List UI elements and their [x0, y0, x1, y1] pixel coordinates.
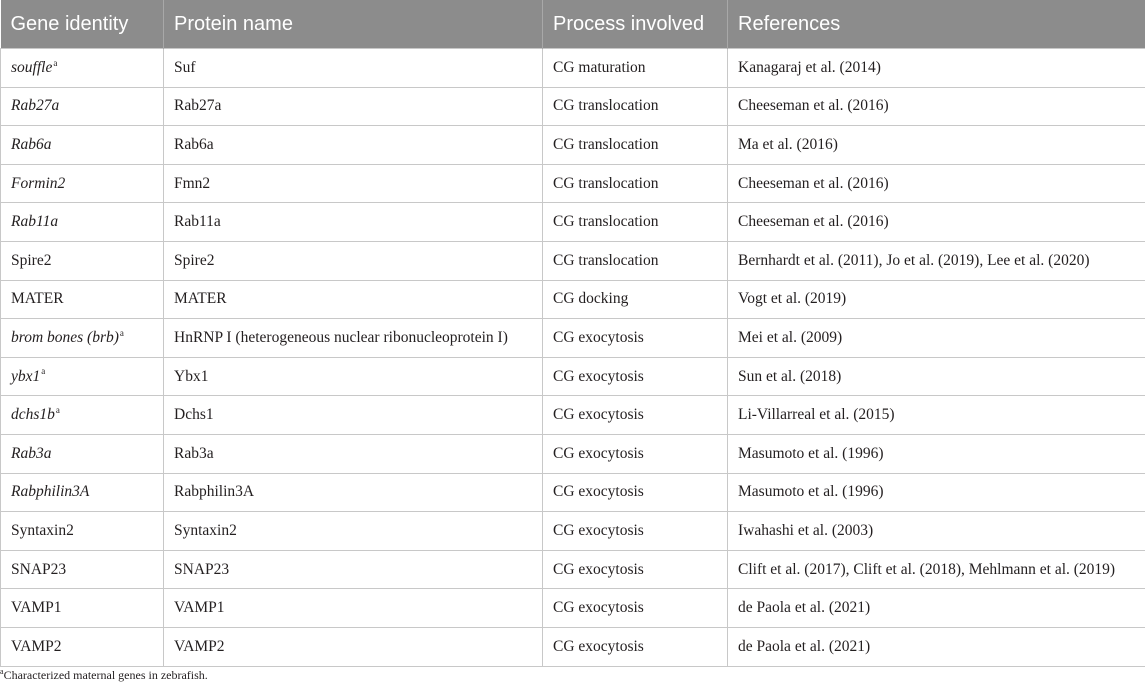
cell-references: Kanagaraj et al. (2014) — [728, 49, 1145, 88]
gene-name: SNAP23 — [11, 560, 67, 578]
cell-gene-identity — [1, 357, 164, 396]
cell-gene-identity — [1, 126, 164, 165]
cell-gene-identity — [1, 280, 164, 319]
footnote-mark: a — [53, 57, 58, 68]
table-row — [1, 589, 1145, 628]
cell-process-involved: CG exocytosis — [543, 473, 728, 512]
cell-process-involved: CG exocytosis — [543, 627, 728, 666]
cell-process-involved: CG translocation — [543, 87, 728, 126]
table-row — [1, 164, 1145, 203]
table-row — [1, 126, 1145, 165]
cell-gene-identity — [1, 49, 164, 88]
table-row — [1, 627, 1145, 666]
header-gene-identity: Gene identity — [1, 0, 164, 49]
cell-references: Cheeseman et al. (2016) — [728, 164, 1145, 203]
gene-name: Rabphilin3A — [11, 483, 90, 501]
cell-protein-name: Dchs1 — [164, 396, 543, 435]
cell-gene-identity — [1, 241, 164, 280]
cell-protein-name: Rab27a — [164, 87, 543, 126]
gene-name: Syntaxin2 — [11, 521, 74, 539]
cell-process-involved: CG exocytosis — [543, 396, 728, 435]
table-row — [1, 357, 1145, 396]
table-row — [1, 434, 1145, 473]
header-process-involved: Process involved — [543, 0, 728, 49]
cell-references: Sun et al. (2018) — [728, 357, 1145, 396]
cell-references: de Paola et al. (2021) — [728, 627, 1145, 666]
cell-references: Iwahashi et al. (2003) — [728, 512, 1145, 551]
cell-gene-identity — [1, 164, 164, 203]
table-body — [1, 49, 1145, 667]
table-row — [1, 203, 1145, 242]
cell-protein-name: VAMP2 — [164, 627, 543, 666]
cell-protein-name: Spire2 — [164, 241, 543, 280]
table-row — [1, 280, 1145, 319]
table-row — [1, 512, 1145, 551]
cell-protein-name: HnRNP I (heterogeneous nuclear ribonucleoprotein I) — [164, 319, 543, 358]
cell-references: de Paola et al. (2021) — [728, 589, 1145, 628]
cell-references: Li-Villarreal et al. (2015) — [728, 396, 1145, 435]
cell-gene-identity — [1, 473, 164, 512]
gene-name: Rab11a — [11, 213, 59, 231]
footnote-mark: a — [0, 667, 4, 676]
gene-name: Formin2 — [11, 174, 66, 192]
cell-process-involved: CG translocation — [543, 241, 728, 280]
cell-gene-identity — [1, 434, 164, 473]
cell-gene-identity — [1, 589, 164, 628]
cell-process-involved: CG exocytosis — [543, 550, 728, 589]
cell-process-involved: CG translocation — [543, 203, 728, 242]
cell-gene-identity — [1, 627, 164, 666]
cell-protein-name: Rab11a — [164, 203, 543, 242]
cell-protein-name: Syntaxin2 — [164, 512, 543, 551]
cell-process-involved: CG exocytosis — [543, 357, 728, 396]
gene-name: souffle — [11, 58, 53, 76]
cell-protein-name: MATER — [164, 280, 543, 319]
cell-references: Bernhardt et al. (2011), Jo et al. (2019), Lee et al. (2020) — [728, 241, 1145, 280]
table-row — [1, 319, 1145, 358]
gene-name: ybx1 — [11, 367, 41, 385]
header-references: References — [728, 0, 1145, 49]
table-row — [1, 396, 1145, 435]
cell-process-involved: CG translocation — [543, 126, 728, 165]
cell-gene-identity — [1, 319, 164, 358]
cell-references: Ma et al. (2016) — [728, 126, 1145, 165]
footnote-mark: a — [119, 327, 124, 338]
cell-process-involved: CG exocytosis — [543, 512, 728, 551]
cell-references: Cheeseman et al. (2016) — [728, 203, 1145, 242]
footnote-mark: a — [55, 404, 60, 415]
cell-protein-name: Suf — [164, 49, 543, 88]
gene-name: Rab3a — [11, 444, 52, 462]
cell-references: Clift et al. (2017), Clift et al. (2018), Mehlmann et al. (2019) — [728, 550, 1145, 589]
cell-references: Cheeseman et al. (2016) — [728, 87, 1145, 126]
cell-process-involved: CG exocytosis — [543, 589, 728, 628]
cell-references: Vogt et al. (2019) — [728, 280, 1145, 319]
cell-process-involved: CG docking — [543, 280, 728, 319]
cell-gene-identity — [1, 203, 164, 242]
cell-process-involved: CG exocytosis — [543, 319, 728, 358]
table-row — [1, 241, 1145, 280]
cell-protein-name: Rabphilin3A — [164, 473, 543, 512]
cell-process-involved: CG maturation — [543, 49, 728, 88]
table-row — [1, 550, 1145, 589]
cell-references: Masumoto et al. (1996) — [728, 473, 1145, 512]
cell-protein-name: Rab6a — [164, 126, 543, 165]
cell-process-involved: CG translocation — [543, 164, 728, 203]
table-row — [1, 473, 1145, 512]
cell-protein-name: VAMP1 — [164, 589, 543, 628]
gene-name: Rab6a — [11, 135, 52, 153]
cell-gene-identity — [1, 550, 164, 589]
cell-process-involved: CG exocytosis — [543, 434, 728, 473]
gene-name: Spire2 — [11, 251, 52, 269]
cell-protein-name: Rab3a — [164, 434, 543, 473]
gene-name: VAMP2 — [11, 637, 62, 655]
gene-name: brom bones (brb) — [11, 328, 119, 346]
cell-gene-identity — [1, 396, 164, 435]
cell-protein-name: Ybx1 — [164, 357, 543, 396]
cell-references: Mei et al. (2009) — [728, 319, 1145, 358]
gene-name: dchs1b — [11, 406, 55, 424]
cell-gene-identity — [1, 512, 164, 551]
table-footnote — [0, 668, 208, 683]
gene-name: VAMP1 — [11, 599, 62, 617]
cell-gene-identity — [1, 87, 164, 126]
table-header — [1, 0, 1145, 49]
cell-references: Masumoto et al. (1996) — [728, 434, 1145, 473]
cell-protein-name: Fmn2 — [164, 164, 543, 203]
footnote-mark: a — [41, 366, 46, 377]
gene-name: MATER — [11, 290, 64, 308]
header-protein-name: Protein name — [164, 0, 543, 49]
cell-protein-name: SNAP23 — [164, 550, 543, 589]
table-row — [1, 49, 1145, 88]
table-row — [1, 87, 1145, 126]
gene-name: Rab27a — [11, 97, 60, 115]
footnote-text: Characterized maternal genes in zebrafish. — [3, 668, 208, 682]
